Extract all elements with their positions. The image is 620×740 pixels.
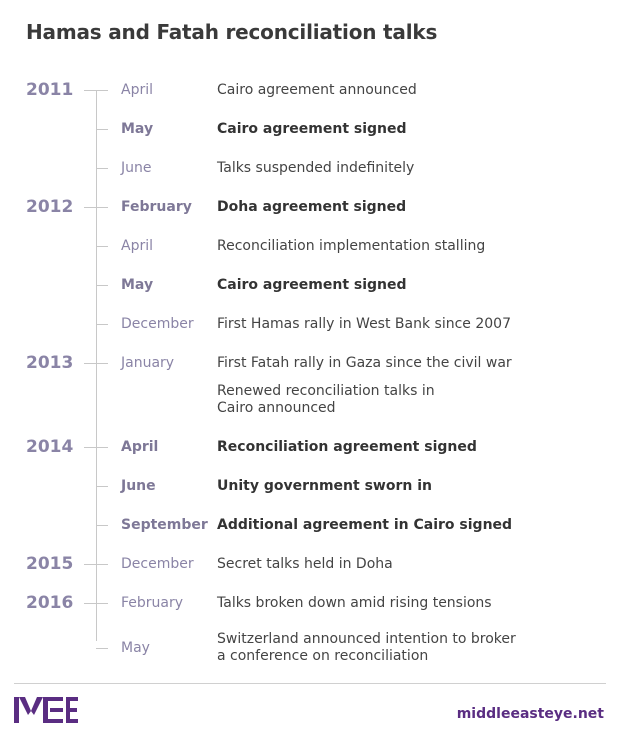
- month-label: April: [121, 238, 153, 254]
- timeline-axis: [96, 90, 97, 641]
- year-label: 2014: [26, 437, 74, 457]
- month-label: February: [121, 595, 184, 611]
- month-label: June: [121, 478, 156, 494]
- month-label: April: [121, 439, 159, 455]
- month-label: September: [121, 517, 208, 533]
- event-text: Talks suspended indefinitely: [217, 159, 415, 176]
- event-text: Reconciliation agreement signed: [217, 438, 477, 455]
- event-text: Additional agreement in Cairo signed: [217, 516, 513, 533]
- mee-logo: [14, 697, 78, 723]
- event-text: Talks broken down amid rising tensions: [217, 594, 492, 611]
- month-label: February: [121, 199, 192, 215]
- year-label: 2013: [26, 353, 74, 373]
- month-label: December: [121, 556, 194, 572]
- month-label: April: [121, 82, 153, 98]
- month-tick: [96, 285, 108, 286]
- month-tick: [96, 525, 108, 526]
- year-tick: [84, 447, 108, 448]
- year-tick: [84, 90, 108, 91]
- event-text: Renewed reconciliation talks in Cairo announced: [217, 383, 435, 416]
- event-text: Unity government sworn in: [217, 477, 432, 494]
- month-label: May: [121, 640, 150, 656]
- month-label: June: [121, 160, 152, 176]
- event-text: Switzerland announced intention to broker a conference on reconciliation: [217, 631, 516, 664]
- event-text: Reconciliation implementation stalling: [217, 237, 486, 254]
- month-tick: [96, 648, 108, 649]
- month-tick: [96, 324, 108, 325]
- year-tick: [84, 363, 108, 364]
- month-tick: [96, 129, 108, 130]
- month-label: January: [121, 355, 175, 371]
- site-url[interactable]: middleeasteye.net: [456, 706, 604, 722]
- page-title: Hamas and Fatah reconciliation talks: [26, 20, 438, 44]
- month-label: May: [121, 121, 154, 137]
- month-tick: [96, 168, 108, 169]
- month-tick: [96, 246, 108, 247]
- year-label: 2012: [26, 197, 74, 217]
- event-text: Doha agreement signed: [217, 198, 407, 215]
- footer-divider: [14, 683, 606, 684]
- event-text: Secret talks held in Doha: [217, 555, 393, 572]
- month-tick: [96, 486, 108, 487]
- year-label: 2011: [26, 80, 74, 100]
- event-text: Cairo agreement signed: [217, 276, 407, 293]
- year-tick: [84, 564, 108, 565]
- month-label: December: [121, 316, 194, 332]
- year-label: 2015: [26, 554, 74, 574]
- month-label: May: [121, 277, 154, 293]
- event-text: Cairo agreement signed: [217, 120, 407, 137]
- event-text: First Fatah rally in Gaza since the civil war: [217, 354, 512, 371]
- year-tick: [84, 207, 108, 208]
- event-text: Cairo agreement announced: [217, 81, 417, 98]
- year-tick: [84, 603, 108, 604]
- year-label: 2016: [26, 593, 74, 613]
- event-text: First Hamas rally in West Bank since 2007: [217, 315, 511, 332]
